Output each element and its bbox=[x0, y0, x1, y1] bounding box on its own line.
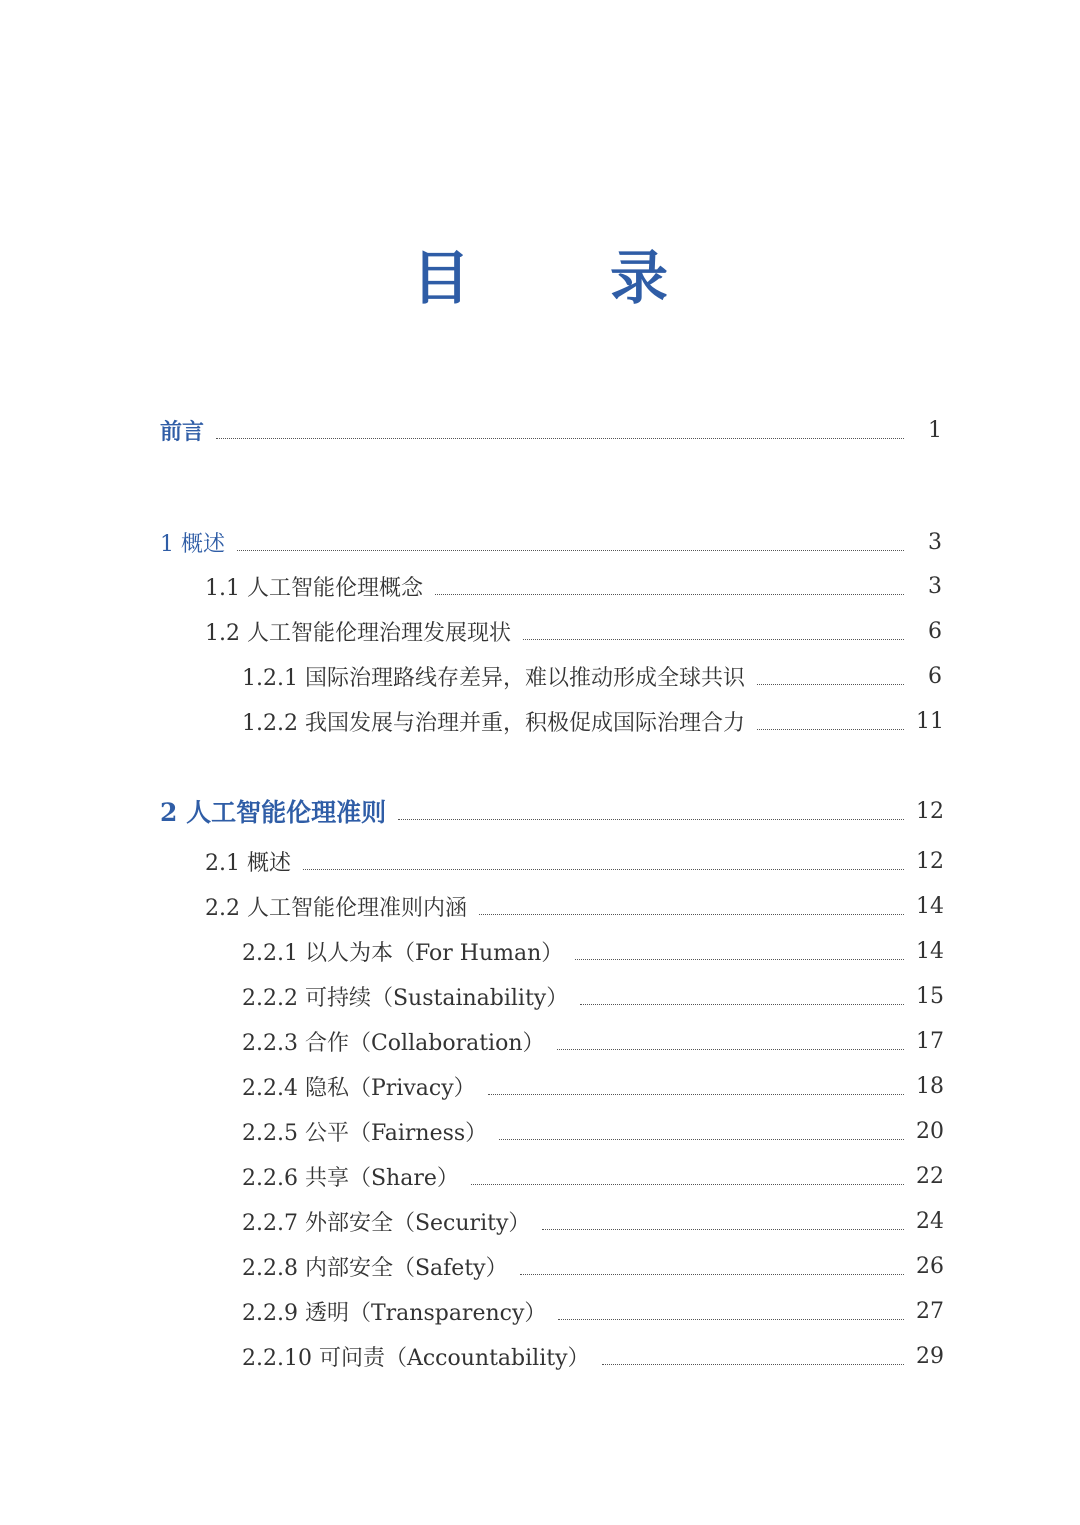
toc-entry-2-2-2[interactable] bbox=[242, 976, 942, 1016]
toc-page-number: 26 bbox=[916, 1253, 944, 1279]
toc-entry-2-2-10[interactable] bbox=[242, 1336, 942, 1376]
toc-entry-2-2-5[interactable] bbox=[242, 1111, 942, 1151]
toc-entry-label: 1.2.2 我国发展与治理并重，积极促成国际治理合力 bbox=[242, 710, 745, 736]
toc-entry-2-2-1[interactable] bbox=[242, 931, 942, 971]
toc-page-number: 6 bbox=[928, 663, 942, 689]
toc-entry-label: 2.2.1 以人为本（For Human） bbox=[242, 940, 564, 966]
toc-entry-1-2-2[interactable] bbox=[242, 701, 942, 741]
toc-entry-label: 前言 bbox=[160, 418, 205, 445]
toc-entry-2-2-9[interactable] bbox=[242, 1291, 942, 1331]
toc-entry-label: 2.2.2 可持续（Sustainability） bbox=[242, 985, 569, 1011]
toc-leader-dots bbox=[237, 550, 904, 551]
toc-leader-dots bbox=[471, 1184, 904, 1185]
toc-page-number: 1 bbox=[928, 417, 942, 443]
toc-entry-label: 2.2.10 可问责（Accountability） bbox=[242, 1345, 590, 1371]
page-title-char-1: 目 bbox=[411, 244, 470, 312]
toc-page-number: 14 bbox=[916, 893, 944, 919]
toc-leader-dots bbox=[523, 639, 904, 640]
toc-leader-dots bbox=[757, 729, 904, 730]
toc-entry-preface[interactable] bbox=[160, 410, 942, 450]
toc-entry-label: 2.2 人工智能伦理准则内涵 bbox=[205, 895, 467, 921]
page-title-char-2: 录 bbox=[610, 244, 669, 312]
toc-entry-label: 1 概述 bbox=[160, 531, 225, 557]
toc-entry-2-2-7[interactable] bbox=[242, 1201, 942, 1241]
toc-leader-dots bbox=[575, 959, 904, 960]
toc-page-number: 3 bbox=[928, 529, 942, 555]
toc-leader-dots bbox=[488, 1094, 904, 1095]
toc-leader-dots bbox=[435, 594, 904, 595]
toc-leader-dots bbox=[557, 1049, 905, 1050]
toc-page-number: 14 bbox=[916, 938, 944, 964]
toc-entry-label: 2.2.8 内部安全（Safety） bbox=[242, 1255, 508, 1281]
toc-leader-dots bbox=[303, 869, 904, 870]
toc-entry-label: 2 人工智能伦理准则 bbox=[160, 798, 387, 827]
toc-page-number: 3 bbox=[928, 573, 942, 599]
toc-leader-dots bbox=[580, 1004, 904, 1005]
toc-page-number: 20 bbox=[916, 1118, 944, 1144]
toc-entry-label: 2.1 概述 bbox=[205, 850, 291, 876]
toc-page-number: 12 bbox=[916, 848, 944, 874]
toc-entry-label: 1.1 人工智能伦理概念 bbox=[205, 575, 423, 601]
toc-leader-dots bbox=[558, 1319, 904, 1320]
toc-entry-1-2-1[interactable] bbox=[242, 656, 942, 696]
toc-page-number: 15 bbox=[916, 983, 944, 1009]
toc-page-number: 6 bbox=[928, 618, 942, 644]
toc-page-number: 22 bbox=[916, 1163, 944, 1189]
page-title bbox=[0, 238, 1080, 318]
toc-leader-dots bbox=[499, 1139, 904, 1140]
toc-entry-label: 2.2.9 透明（Transparency） bbox=[242, 1300, 547, 1326]
toc-page-number: 18 bbox=[916, 1073, 944, 1099]
toc-entry-label: 2.2.4 隐私（Privacy） bbox=[242, 1075, 476, 1101]
toc-entry-label: 2.2.6 共享（Share） bbox=[242, 1165, 459, 1191]
toc-entry-2-2-8[interactable] bbox=[242, 1246, 942, 1286]
toc-entry-2-1[interactable] bbox=[205, 841, 942, 881]
toc-page-number: 17 bbox=[916, 1028, 944, 1054]
toc-page-number: 24 bbox=[916, 1208, 944, 1234]
toc-entry-label: 1.2.1 国际治理路线存差异，难以推动形成全球共识 bbox=[242, 665, 745, 691]
toc-entry-label: 2.2.3 合作（Collaboration） bbox=[242, 1030, 545, 1056]
toc-entry-2-2-4[interactable] bbox=[242, 1066, 942, 1106]
toc-entry-1-1[interactable] bbox=[205, 566, 942, 606]
toc-leader-dots bbox=[216, 438, 904, 439]
toc-leader-dots bbox=[520, 1274, 904, 1275]
toc-leader-dots bbox=[479, 914, 904, 915]
toc-entry-chapter-2[interactable] bbox=[160, 791, 942, 831]
toc-leader-dots bbox=[398, 819, 904, 820]
toc-page-number: 27 bbox=[916, 1298, 944, 1324]
toc-leader-dots bbox=[757, 684, 904, 685]
toc-leader-dots bbox=[542, 1229, 904, 1230]
toc-entry-label: 2.2.7 外部安全（Security） bbox=[242, 1210, 531, 1236]
toc-leader-dots bbox=[602, 1364, 905, 1365]
toc-entry-label: 1.2 人工智能伦理治理发展现状 bbox=[205, 620, 511, 646]
toc-entry-chapter-1[interactable] bbox=[160, 522, 942, 562]
toc-entry-2-2-6[interactable] bbox=[242, 1156, 942, 1196]
toc-entry-2-2-3[interactable] bbox=[242, 1021, 942, 1061]
toc-page-number: 11 bbox=[916, 708, 944, 734]
toc-entry-label: 2.2.5 公平（Fairness） bbox=[242, 1120, 488, 1146]
toc-entry-2-2[interactable] bbox=[205, 886, 942, 926]
toc-page-number: 12 bbox=[916, 798, 944, 824]
toc-entry-1-2[interactable] bbox=[205, 611, 942, 651]
toc-page-number: 29 bbox=[916, 1343, 944, 1369]
